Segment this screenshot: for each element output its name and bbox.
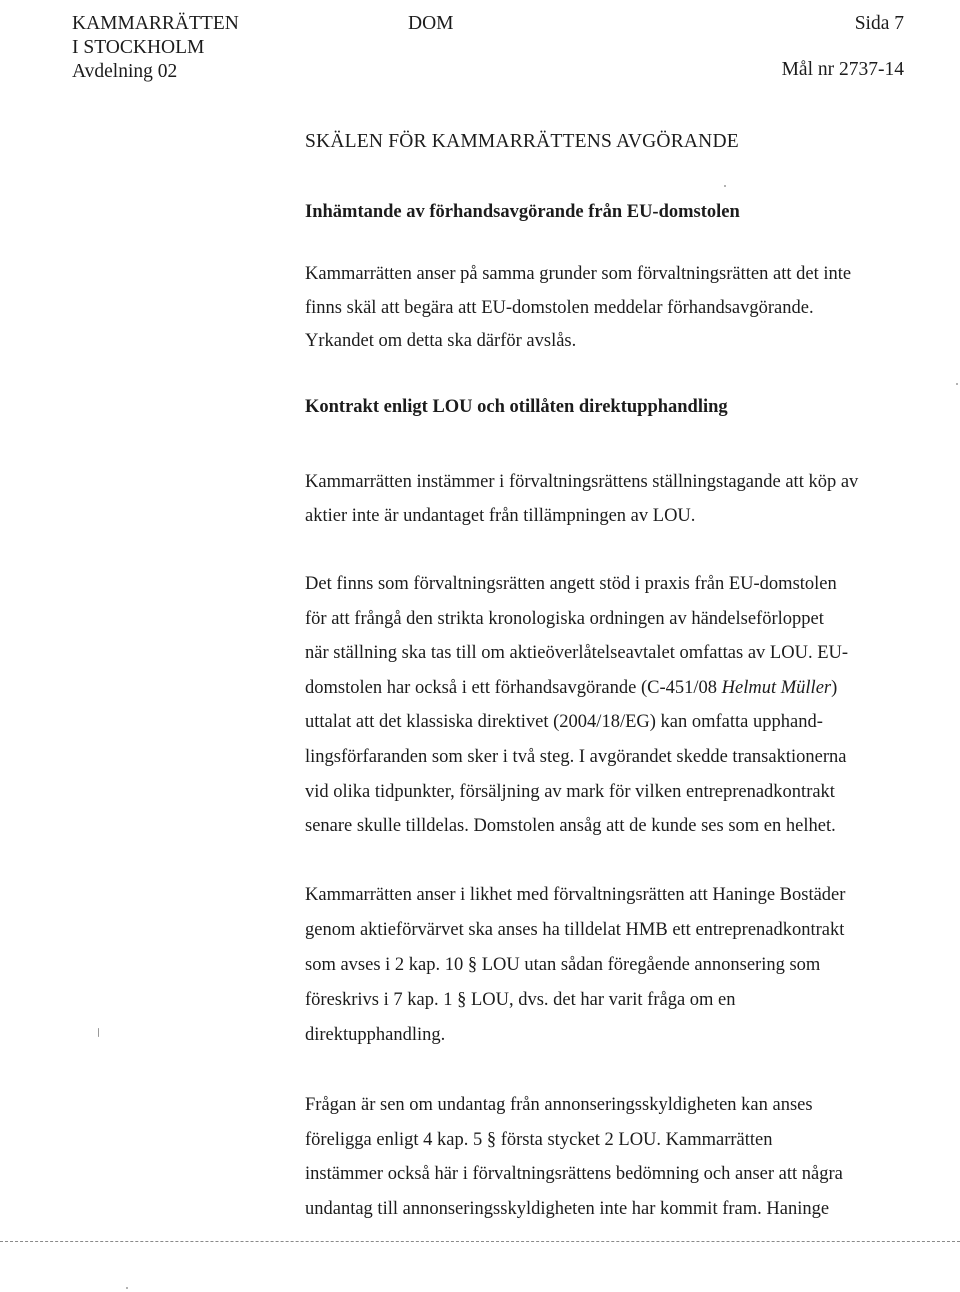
page-title: SKÄLEN FÖR KAMMARRÄTTENS AVGÖRANDE bbox=[305, 131, 739, 152]
text-line: instämmer också här i förvaltningsrättens bedömning och anser att några bbox=[305, 1164, 843, 1184]
text-line: som avses i 2 kap. 10 § LOU utan sådan föregående annonsering som bbox=[305, 955, 821, 975]
text-line: Kammarrätten anser på samma grunder som förvaltningsrätten att det inte bbox=[305, 264, 852, 284]
text-line: föreligga enligt 4 kap. 5 § första stycket 2 LOU. Kammarrätten bbox=[305, 1129, 773, 1150]
text-line: föreskrivs i 7 kap. 1 § LOU, dvs. det har varit fråga om en bbox=[305, 990, 736, 1010]
text-line: senare skulle tilldelas. Domstolen ansåg att de kunde ses som en helhet. bbox=[305, 816, 836, 837]
case-name: Helmut Müller bbox=[721, 677, 832, 698]
paragraph-kontrakt-4 bbox=[305, 1088, 915, 1226]
text-line: genom aktieförvärvet ska anses ha tilldelat HMB ett entreprenadkontrakt bbox=[305, 920, 845, 940]
section-heading-inhamtande: Inhämtande av förhandsavgörande från EU-domstolen bbox=[305, 202, 740, 222]
court-name-line1: KAMMARRÄTTEN bbox=[72, 13, 239, 34]
scan-speck bbox=[98, 1028, 99, 1037]
text-line: Kammarrätten anser i likhet med förvaltningsrätten att Haninge Bostäder bbox=[305, 885, 846, 905]
text-line: aktier inte är undantaget från tillämpningen av LOU. bbox=[305, 506, 696, 526]
section-heading-kontrakt: Kontrakt enligt LOU och otillåten direktupphandling bbox=[305, 397, 728, 417]
text-line-case-reference bbox=[305, 671, 915, 706]
text-line: vid olika tidpunkter, försäljning av mark för vilken entreprenadkontrakt bbox=[305, 781, 835, 802]
case-reference-prefix: domstolen har också i ett förhandsavgörande (C-451/08 bbox=[305, 677, 722, 698]
text-line: Det finns som förvaltningsrätten angett stöd i praxis från EU-domstolen bbox=[305, 574, 837, 594]
court-name-line2: I STOCKHOLM bbox=[72, 37, 205, 58]
paragraph-kontrakt-1 bbox=[305, 465, 915, 533]
paragraph-kontrakt-3 bbox=[305, 878, 915, 1053]
paragraph-inhamtande bbox=[305, 258, 915, 359]
case-number: Mål nr 2737-14 bbox=[781, 59, 904, 80]
page-bottom-rule bbox=[0, 1241, 960, 1242]
paragraph-kontrakt-2 bbox=[305, 567, 915, 844]
scan-speck bbox=[724, 185, 726, 187]
text-line: Yrkandet om detta ska därför avslås. bbox=[305, 331, 577, 351]
text-line: undantag till annonseringsskyldigheten inte har kommit fram. Haninge bbox=[305, 1198, 830, 1219]
text-line: när ställning ska tas till om aktieöverlåtelseavtalet omfattas av LOU. EU- bbox=[305, 643, 849, 664]
text-line: direktupphandling. bbox=[305, 1025, 446, 1045]
scan-speck bbox=[126, 1287, 128, 1289]
text-line: Kammarrätten instämmer i förvaltningsrättens ställningstagande att köp av bbox=[305, 472, 859, 492]
scan-speck bbox=[956, 383, 958, 385]
text-line: Frågan är sen om undantag från annonseringsskyldigheten kan anses bbox=[305, 1095, 813, 1115]
court-header bbox=[72, 12, 239, 84]
page-number: Sida 7 bbox=[854, 13, 904, 34]
text-line: finns skäl att begära att EU-domstolen meddelar förhandsavgörande. bbox=[305, 297, 814, 318]
text-line: uttalat att det klassiska direktivet (2004/18/EG) kan omfatta upphand- bbox=[305, 712, 823, 733]
document-type: DOM bbox=[408, 13, 454, 34]
case-reference-suffix: ) bbox=[831, 677, 838, 698]
court-division: Avdelning 02 bbox=[72, 61, 178, 82]
text-line: lingsförfaranden som sker i två steg. I avgörandet skedde transaktionerna bbox=[305, 746, 847, 767]
text-line: för att frångå den strikta kronologiska ordningen av händelseförloppet bbox=[305, 608, 824, 629]
